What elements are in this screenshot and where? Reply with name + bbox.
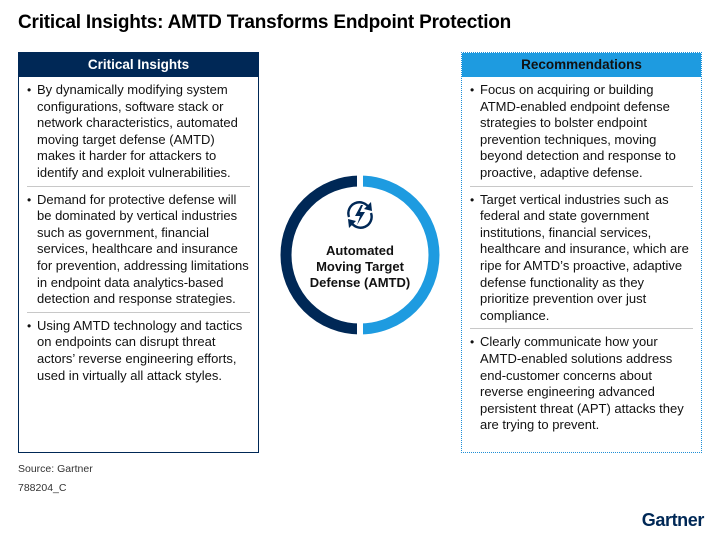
recommendations-list: [462, 77, 701, 438]
recommendation-item: • Clearly communicate how your AMTD-enabled solutions address end-customer concerns about reverse engineering advanced persistent threat (APT) attacks they are trying to prevent.: [470, 334, 693, 438]
insight-item: • Using AMTD technology and tactics on endpoints can disrupt threat actors’ reverse engineering efforts, used in virtually all attack styles.: [27, 318, 250, 388]
figure-id: 788204_C: [18, 482, 67, 494]
recommendations-panel: [461, 52, 702, 453]
critical-insights-list: [19, 77, 258, 388]
amtd-label: Automated Moving Target Defense (AMTD): [309, 243, 411, 290]
amtd-center-circle: [280, 175, 440, 335]
source-note: Source: Gartner: [18, 463, 93, 475]
recommendation-item: • Target vertical industries such as federal and state government institutions, financial services, healthcare and insurance, which are ripe for AMTD’s proactive, adaptive defense functionality as they prioritize prevention over just compliance.: [470, 192, 693, 330]
page-title: Critical Insights: AMTD Transforms Endpoint Protection: [18, 12, 512, 33]
refresh-lightning-icon: [342, 197, 378, 233]
recommendation-item: • Focus on acquiring or building ATMD-enabled endpoint defense strategies to bolster endpoint prevention techniques, moving beyond detection and response to proactive, adaptive defense.: [470, 82, 693, 187]
critical-insights-heading: Critical Insights: [19, 53, 258, 77]
recommendations-heading: Recommendations: [462, 53, 701, 77]
insight-item: • By dynamically modifying system configurations, software stack or network characteristics, automated moving target defense (AMTD) makes it harder for attackers to identify and exploit vulnerabilities.: [27, 82, 250, 187]
insight-item: • Demand for protective defense will be dominated by vertical industries such as government, financial services, healthcare and insurance for prevention, addressing limitations in endpoint data analytics-based detection and response strategies.: [27, 192, 250, 313]
critical-insights-panel: [18, 52, 259, 453]
gartner-logo: Gartner: [641, 510, 704, 530]
